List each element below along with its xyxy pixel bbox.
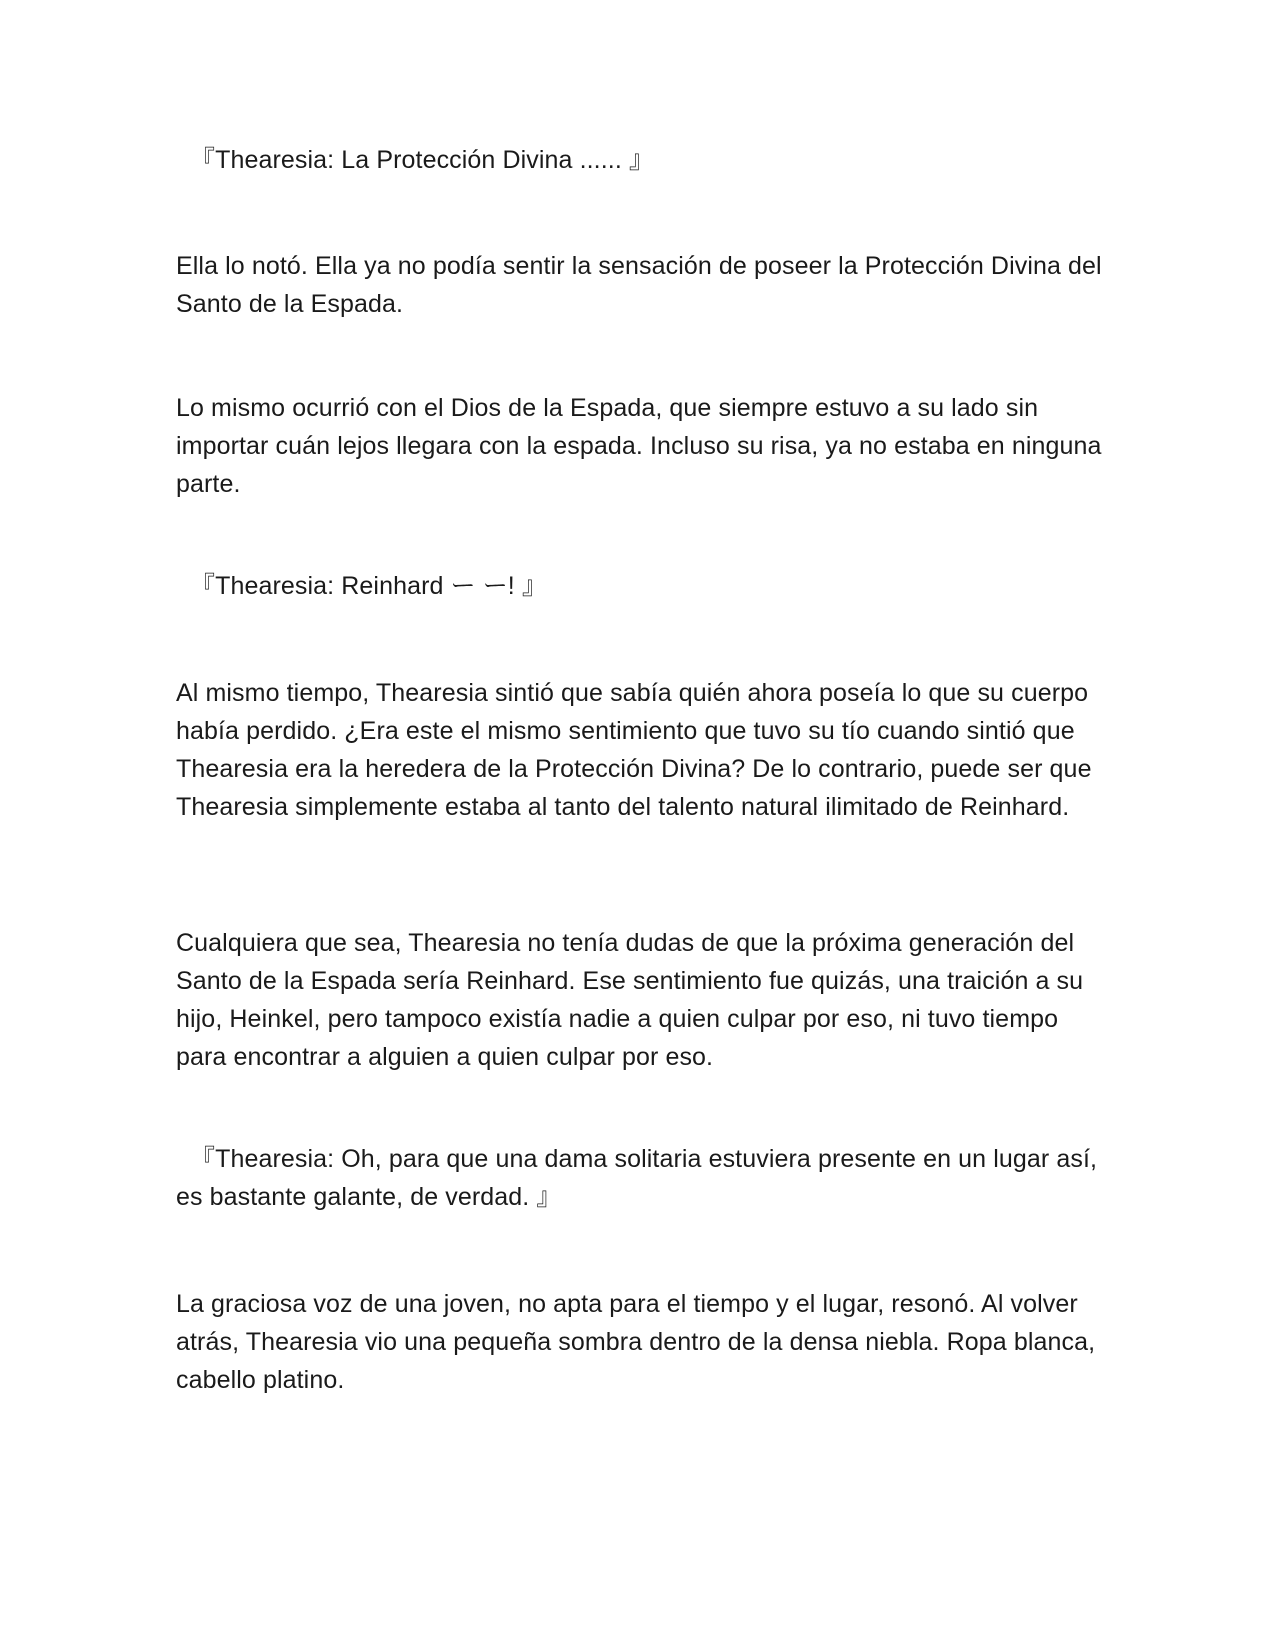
narration-paragraph-3: Al mismo tiempo, Thearesia sintió que sabía quién ahora poseía lo que su cuerpo había perdido. ¿Era este el mismo sentimiento que tuvo su tío cuando sintió que Thearesia era la heredera de la Protección Divina? De lo contrario, puede ser que Thearesia simplemente estaba al tanto del talento natural ilimitado de Reinhard. (176, 679, 1092, 821)
dialogue-paragraph-2: 『Thearesia: Reinhard ー ー! 』 (190, 572, 547, 600)
dialogue-paragraph-1: 『Thearesia: La Protección Divina ...... 』 (190, 146, 655, 174)
dialogue-paragraph-3: 『Thearesia: Oh, para que una dama solitaria estuviera presente en un lugar así, es bastante galante, de verdad. 』 (176, 1145, 1098, 1211)
narration-paragraph-4: Cualquiera que sea, Thearesia no tenía dudas de que la próxima generación del Santo de la Espada sería Reinhard. Ese sentimiento fue quizás, una traición a su hijo, Heinkel, pero tampoco existía nadie a quien culpar por eso, ni tuvo tiempo para encontrar a alguien a quien culpar por eso. (176, 929, 1084, 1071)
narration-paragraph-5: La graciosa voz de una joven, no apta para el tiempo y el lugar, resonó. Al volver atrás, Thearesia vio una pequeña sombra dentro de la densa niebla. Ropa blanca, cabello platino. (176, 1290, 1096, 1394)
narration-paragraph-2: Lo mismo ocurrió con el Dios de la Espada, que siempre estuvo a su lado sin importar cuán lejos llegara con la espada. Incluso su risa, ya no estaba en ninguna parte. (176, 394, 1102, 498)
narration-paragraph-1: Ella lo notó. Ella ya no podía sentir la sensación de poseer la Protección Divina del Santo de la Espada. (176, 252, 1102, 318)
